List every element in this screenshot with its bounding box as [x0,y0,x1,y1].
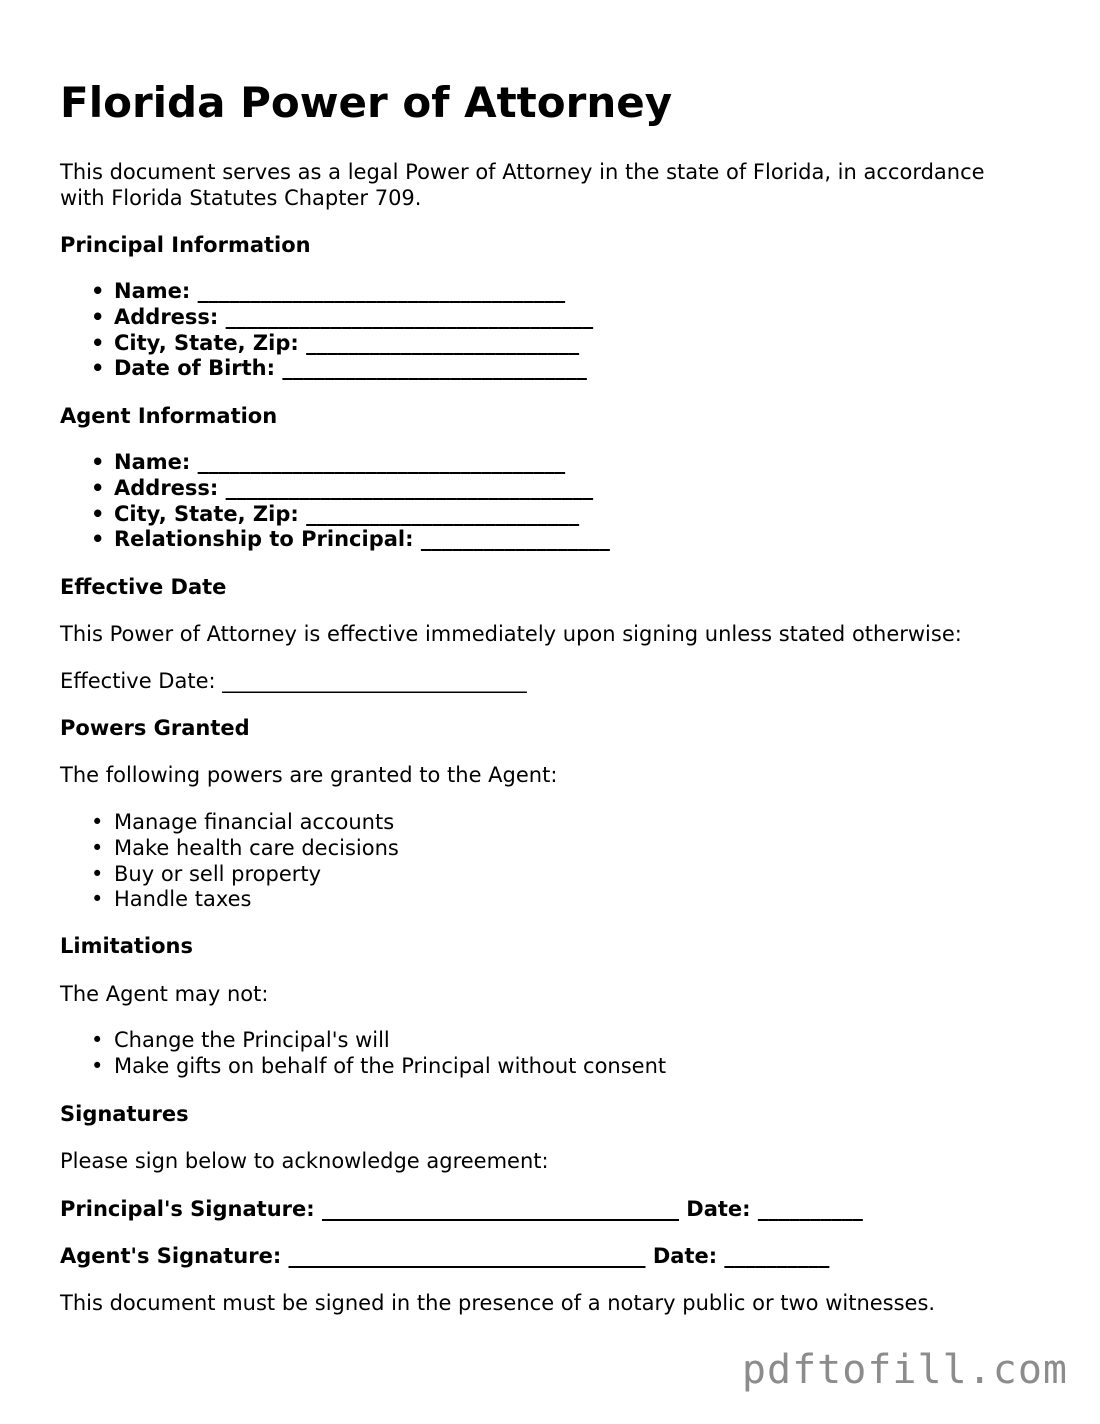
bullet-icon: • [91,501,105,526]
list-item [88,810,399,836]
powers-text: The following powers are granted to the Agent: [60,763,558,787]
list-item [88,887,399,913]
bullet-icon: • [91,356,105,381]
watermark-text: pdftofill.com [741,1347,1068,1393]
power-item-label: Manage financial accounts [114,810,395,834]
power-item-label: Buy or sell property [114,861,322,886]
agent-relationship-label: Relationship to Principal: __________________ [114,527,610,552]
bullet-icon: • [91,475,105,500]
bullet-icon: • [91,861,104,886]
bullet-icon: • [91,279,105,303]
principal-signature-line: Principal's Signature: __________________________________ Date: __________ [60,1197,863,1221]
list-item [88,862,399,888]
bullet-icon: • [91,835,104,860]
limitations-heading: Limitations [60,934,193,958]
limitation-item-label: Make gifts on behalf of the Principal without consent [114,1053,667,1078]
limitation-item-label: Change the Principal's will [114,1028,390,1052]
effective-date-field: Effective Date: _____________________________ [60,669,527,693]
power-item-label: Handle taxes [114,887,252,912]
agent-address-field [88,476,610,502]
agent-city-field [88,502,610,528]
principal-address-field [88,305,593,331]
bullet-icon: • [91,450,105,474]
signatures-heading: Signatures [60,1102,189,1126]
agent-heading: Agent Information [60,404,278,428]
notary-notice: This document must be signed in the presence of a notary public or two witnesses. [60,1291,936,1315]
powers-heading: Powers Granted [60,716,250,740]
bullet-icon: • [91,810,104,834]
principal-address-label: Address: ___________________________________ [114,304,594,329]
power-item-label: Make health care decisions [114,835,399,860]
agent-relationship-field [88,527,610,553]
agent-name-label: Name: ___________________________________ [114,450,566,474]
bullet-icon: • [91,1053,104,1078]
limitations-list [88,1028,666,1080]
bullet-icon: • [91,304,105,329]
list-item [88,1028,666,1054]
principal-name-field [88,279,593,305]
principal-name-label: Name: ___________________________________ [114,279,566,303]
agent-address-label: Address: ___________________________________ [114,475,594,500]
bullet-icon: • [91,527,105,552]
principal-dob-label: Date of Birth: _____________________________ [114,356,587,381]
powers-list [88,810,399,913]
bullet-icon: • [91,330,105,355]
principal-city-label: City, State, Zip: __________________________ [114,330,580,355]
intro-line-2: with Florida Statutes Chapter 709. [60,186,422,210]
limitations-text: The Agent may not: [60,982,269,1006]
document-title: Florida Power of Attorney [60,78,673,127]
effective-text: This Power of Attorney is effective immediately upon signing unless stated otherwise: [60,622,962,646]
principal-heading: Principal Information [60,233,311,257]
agent-city-label: City, State, Zip: __________________________ [114,501,580,526]
list-item [88,1054,666,1080]
agent-field-list [88,450,610,553]
agent-signature-line: Agent's Signature: __________________________________ Date: __________ [60,1244,830,1268]
agent-name-field [88,450,610,476]
principal-dob-field [88,356,593,382]
signatures-text: Please sign below to acknowledge agreement: [60,1149,549,1173]
bullet-icon: • [91,887,104,912]
principal-city-field [88,331,593,357]
principal-field-list [88,279,593,382]
bullet-icon: • [91,1028,104,1052]
intro-line-1: This document serves as a legal Power of Attorney in the state of Florida, in accordance [60,160,985,184]
effective-heading: Effective Date [60,575,227,599]
list-item [88,836,399,862]
